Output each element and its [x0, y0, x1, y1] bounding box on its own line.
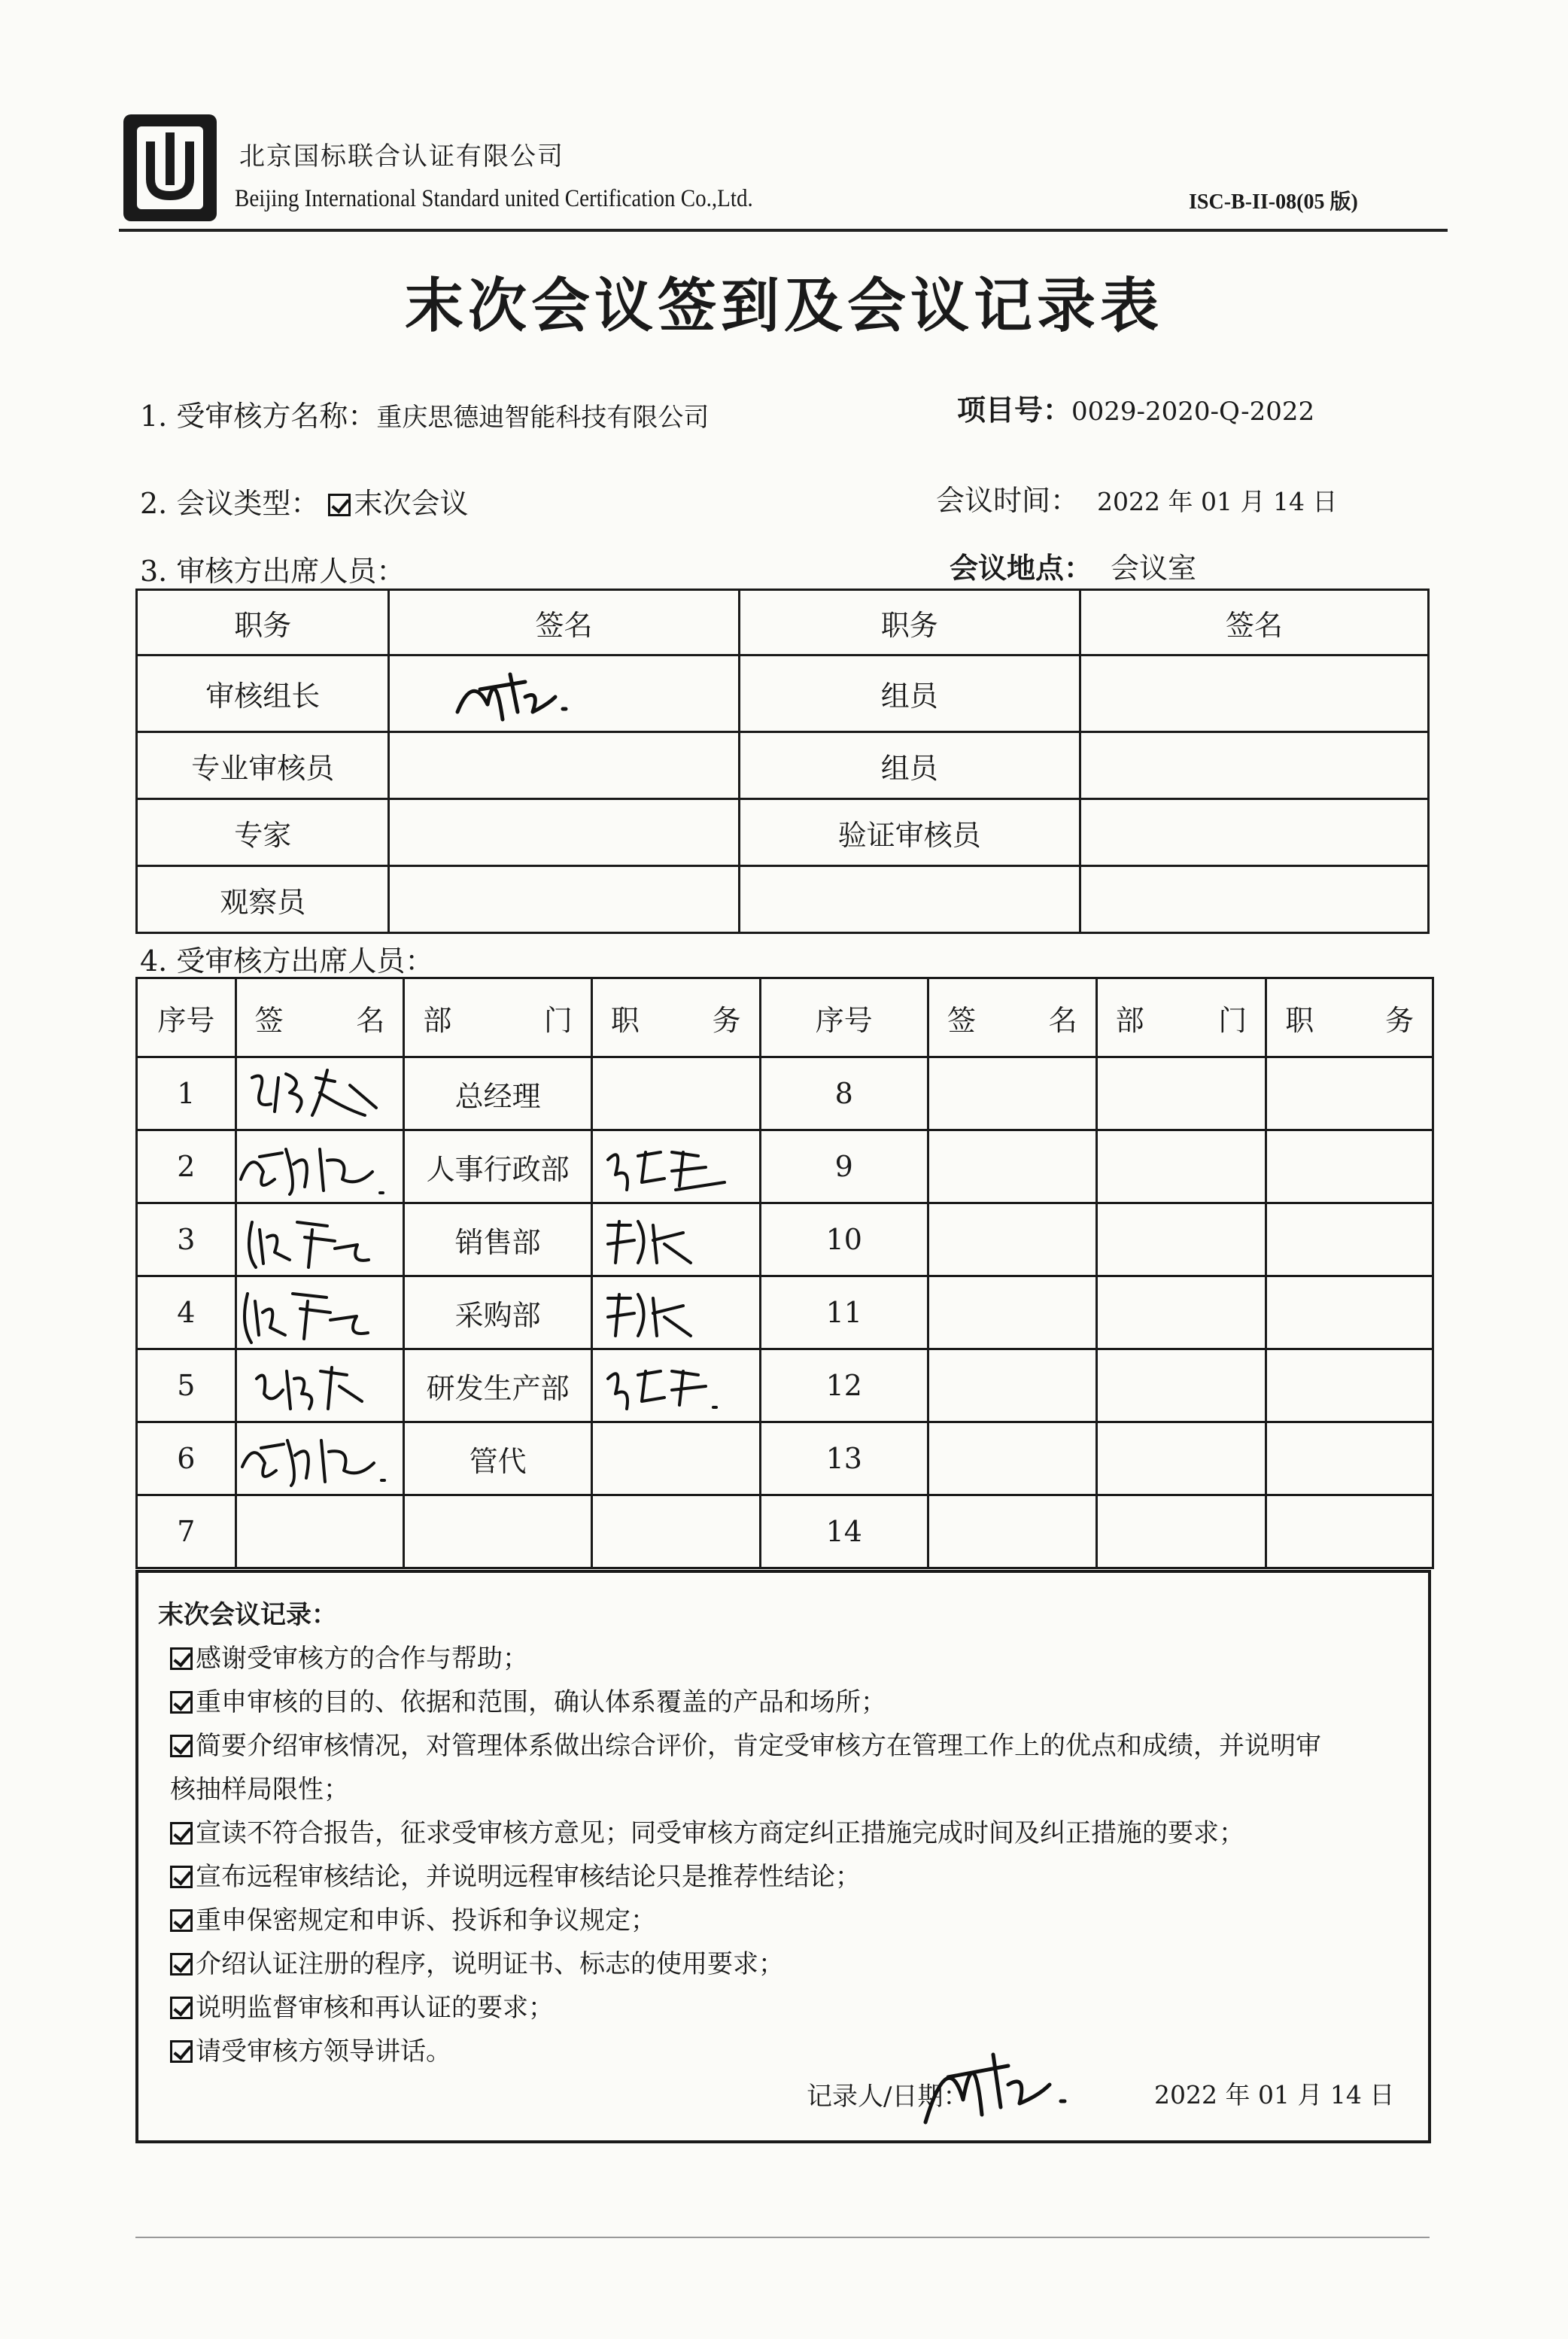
auditor-attendance-table — [135, 589, 1430, 934]
signature-cell[interactable] — [236, 1349, 404, 1422]
department-cell[interactable] — [1096, 1495, 1266, 1568]
table-row — [137, 1422, 1433, 1495]
record-item-text: 请受审核方领导讲话。 — [196, 2036, 451, 2067]
record-item — [170, 2030, 451, 2067]
record-item-continuation: 核抽样局限性； — [170, 1775, 349, 1805]
handwritten-position-icon — [600, 1356, 728, 1416]
footer-divider — [135, 2237, 1430, 2238]
role-cell — [739, 866, 1080, 933]
header-cell: 职务 — [137, 590, 389, 655]
table-row — [137, 1203, 1433, 1276]
auditee-attendees-label: 4. 受审核方出席人员： — [140, 944, 434, 978]
record-item — [170, 1943, 784, 1980]
signature-cell[interactable] — [236, 1130, 404, 1203]
signature-cell[interactable] — [236, 1203, 404, 1276]
record-item-text: 感谢受审核方的合作与帮助； — [196, 1644, 528, 1674]
role-cell: 观察员 — [137, 866, 389, 933]
record-item — [170, 1987, 554, 2024]
meeting-place-value: 会议室 — [1111, 552, 1197, 585]
row-number: 3 — [137, 1203, 236, 1276]
signature-cell[interactable] — [928, 1057, 1096, 1130]
auditee-name-row — [140, 393, 709, 434]
signature-cell[interactable] — [928, 1276, 1096, 1349]
department-cell: 采购部 — [404, 1276, 592, 1349]
signature-cell[interactable] — [928, 1203, 1096, 1276]
role-cell: 组员 — [739, 732, 1080, 799]
department-cell: 总经理 — [404, 1057, 592, 1130]
department-cell[interactable] — [1096, 1422, 1266, 1495]
checkbox-checked-icon[interactable] — [170, 1953, 193, 1976]
page-title: 末次会议签到及会议记录表 — [404, 272, 1163, 340]
auditee-name-value: 重庆思德迪智能科技有限公司 — [376, 403, 710, 433]
record-item-text: 宣读不符合报告，征求受审核方意见；同受审核方商定纠正措施完成时间及纠正措施的要求； — [196, 1818, 1244, 1848]
checkbox-checked-icon[interactable] — [170, 1909, 193, 1932]
table-row — [137, 1130, 1433, 1203]
record-item — [170, 1899, 656, 1936]
header-cell: 职务 — [739, 590, 1080, 655]
signature-cell[interactable] — [236, 1422, 404, 1495]
table-row — [137, 1349, 1433, 1422]
record-item — [170, 1812, 1244, 1849]
header-char: 职 — [610, 1003, 640, 1037]
header-cell: 序号 — [760, 978, 928, 1057]
checkbox-checked-icon[interactable] — [170, 1997, 193, 2019]
department-cell[interactable] — [1096, 1349, 1266, 1422]
auditee-attendance-table — [135, 977, 1434, 1569]
header-char: 门 — [543, 1003, 573, 1037]
header-cell — [236, 978, 404, 1057]
record-date: 2022 年 01 月 14 日 — [1154, 2080, 1395, 2109]
record-item-text: 重申审核的目的、依据和范围，确认体系覆盖的产品和场所； — [196, 1687, 886, 1717]
signature-cell[interactable] — [236, 1495, 404, 1568]
header-cell: 签名 — [389, 590, 739, 655]
header-char: 签 — [254, 1003, 284, 1037]
record-item-text: 介绍认证注册的程序，说明证书、标志的使用要求； — [196, 1949, 784, 1979]
table-header-row — [137, 590, 1429, 655]
role-cell: 专业审核员 — [137, 732, 389, 799]
position-cell[interactable] — [591, 1130, 760, 1203]
record-item-text: 重申保密规定和申诉、投诉和争议规定； — [196, 1906, 656, 1936]
table-row — [137, 732, 1429, 799]
header-char: 门 — [1218, 1003, 1247, 1037]
checkbox-checked-icon[interactable] — [170, 1822, 193, 1845]
checkbox-checked-icon[interactable] — [328, 494, 351, 516]
table-row — [137, 1276, 1433, 1349]
record-item-text: 简要介绍审核情况，对管理体系做出综合评价，肯定受审核方在管理工作上的优点和成绩，并说明审 — [196, 1731, 1321, 1761]
meeting-time-value: 2022 年 01 月 14 日 — [1097, 487, 1338, 516]
meeting-type-label: 2. 会议类型： — [140, 487, 320, 520]
table-row — [137, 799, 1429, 866]
table-header-row — [137, 978, 1433, 1057]
recorder-signature-icon — [910, 2032, 1091, 2137]
signature-cell[interactable] — [389, 732, 739, 799]
checkbox-checked-icon[interactable] — [170, 1691, 193, 1714]
position-cell[interactable] — [591, 1349, 760, 1422]
handwritten-signature-icon — [231, 1429, 397, 1489]
signature-cell[interactable] — [928, 1495, 1096, 1568]
header-cell: 签名 — [1080, 590, 1428, 655]
signature-cell[interactable] — [1080, 799, 1428, 866]
department-cell: 管代 — [404, 1422, 592, 1495]
record-item-text: 说明监督审核和再认证的要求； — [196, 1993, 554, 2023]
project-number-value: 0029-2020-Q-2022 — [1071, 397, 1315, 427]
header-char: 务 — [712, 1003, 741, 1037]
signature-cell[interactable] — [236, 1057, 404, 1130]
department-cell — [404, 1495, 592, 1568]
header-char: 名 — [1048, 1003, 1077, 1037]
position-cell[interactable] — [1266, 1349, 1433, 1422]
row-number: 9 — [760, 1130, 928, 1203]
table-row — [137, 866, 1429, 933]
row-number: 4 — [137, 1276, 236, 1349]
row-number: 8 — [760, 1057, 928, 1130]
position-cell[interactable] — [1266, 1276, 1433, 1349]
row-number: 13 — [760, 1422, 928, 1495]
row-number: 10 — [760, 1203, 928, 1276]
role-cell: 专家 — [137, 799, 389, 866]
handwritten-position-icon — [600, 1283, 706, 1343]
department-cell[interactable] — [1096, 1130, 1266, 1203]
auditor-attendees-label: 3. 审核方出席人员： — [140, 555, 406, 588]
row-number: 11 — [760, 1276, 928, 1349]
row-number: 5 — [137, 1349, 236, 1422]
header-char: 务 — [1384, 1003, 1414, 1037]
checkbox-checked-icon[interactable] — [170, 1735, 193, 1757]
record-item — [170, 1638, 528, 1674]
role-cell: 审核组长 — [137, 655, 389, 732]
role-cell: 组员 — [739, 655, 1080, 732]
handwritten-position-icon — [600, 1137, 736, 1197]
position-cell[interactable] — [1266, 1495, 1433, 1568]
department-cell: 销售部 — [404, 1203, 592, 1276]
signature-cell[interactable] — [928, 1422, 1096, 1495]
header-char: 名 — [356, 1003, 385, 1037]
checkbox-checked-icon[interactable] — [170, 2040, 193, 2063]
row-number: 1 — [137, 1057, 236, 1130]
department-cell[interactable] — [1096, 1203, 1266, 1276]
position-cell[interactable] — [1266, 1130, 1433, 1203]
checkbox-checked-icon[interactable] — [170, 1647, 193, 1670]
row-number: 7 — [137, 1495, 236, 1568]
signature-cell[interactable] — [1080, 866, 1428, 933]
handwritten-signature-icon — [245, 1063, 387, 1123]
record-item — [170, 1681, 886, 1718]
department-cell: 研发生产部 — [404, 1349, 592, 1422]
header-cell — [591, 978, 760, 1057]
row-number: 14 — [760, 1495, 928, 1568]
handwritten-signature-icon — [232, 1279, 383, 1346]
meeting-place-row — [950, 545, 1196, 586]
row-number: 6 — [137, 1422, 236, 1495]
auditee-name-label: 1. 受审核方名称： — [140, 400, 377, 433]
form-number: ISC-B-II-08(05 版) — [1189, 190, 1358, 214]
signature-cell[interactable] — [928, 1349, 1096, 1422]
meeting-type-value: 末次会议 — [354, 487, 469, 520]
table-row — [137, 655, 1429, 732]
department-cell: 人事行政部 — [404, 1130, 592, 1203]
position-cell[interactable] — [1266, 1057, 1433, 1130]
handwritten-signature-icon — [229, 1134, 395, 1202]
signature-cell[interactable] — [1080, 655, 1428, 732]
checkbox-checked-icon[interactable] — [170, 1866, 193, 1888]
handwritten-signature-icon — [442, 659, 593, 727]
department-cell[interactable] — [1096, 1057, 1266, 1130]
handwritten-position-icon — [600, 1210, 706, 1270]
position-cell[interactable] — [1266, 1422, 1433, 1495]
meeting-place-label: 会议地点： — [950, 551, 1093, 585]
company-logo-icon — [120, 111, 220, 224]
position-cell[interactable] — [591, 1276, 760, 1349]
position-cell[interactable] — [591, 1057, 760, 1130]
signature-cell[interactable] — [389, 866, 739, 933]
handwritten-signature-icon — [249, 1356, 384, 1416]
record-item — [170, 1856, 861, 1893]
table-row — [137, 1495, 1433, 1568]
header-cell — [404, 978, 592, 1057]
header-char: 职 — [1285, 1003, 1314, 1037]
signature-cell[interactable] — [928, 1130, 1096, 1203]
position-cell[interactable] — [591, 1203, 760, 1276]
header-char: 部 — [1115, 1003, 1144, 1037]
table-row — [137, 1057, 1433, 1130]
signature-cell[interactable] — [389, 655, 739, 732]
header-cell — [928, 978, 1096, 1057]
row-number: 2 — [137, 1130, 236, 1203]
handwritten-signature-icon — [237, 1207, 387, 1275]
signature-cell[interactable] — [236, 1276, 404, 1349]
company-name-en: Beijing International Standard united Certification Co.,Ltd. — [235, 185, 753, 212]
meeting-type-row — [140, 480, 468, 522]
signature-cell[interactable] — [1080, 732, 1428, 799]
header-char: 签 — [947, 1003, 976, 1037]
meeting-record-title: 末次会议记录： — [158, 1600, 337, 1630]
position-cell[interactable] — [1266, 1203, 1433, 1276]
record-item-text: 宣布远程审核结论，并说明远程审核结论只是推荐性结论； — [196, 1862, 861, 1892]
header-divider — [119, 229, 1448, 232]
department-cell[interactable] — [1096, 1276, 1266, 1349]
header-cell — [1096, 978, 1266, 1057]
position-cell[interactable] — [591, 1422, 760, 1495]
header-cell: 序号 — [137, 978, 236, 1057]
recorder-label: 记录人/日期： — [807, 2082, 969, 2112]
company-name-cn: 北京国标联合认证有限公司 — [239, 141, 564, 172]
meeting-time-label: 会议时间： — [936, 484, 1080, 517]
position-cell[interactable] — [591, 1495, 760, 1568]
signature-cell[interactable] — [389, 799, 739, 866]
role-cell: 验证审核员 — [739, 799, 1080, 866]
header-cell — [1266, 978, 1433, 1057]
header-char: 部 — [423, 1003, 452, 1037]
meeting-time-row — [936, 477, 1337, 519]
record-item — [170, 1725, 1321, 1762]
row-number: 12 — [760, 1349, 928, 1422]
project-number-row — [957, 387, 1314, 428]
project-number-label: 项目号： — [957, 393, 1072, 427]
